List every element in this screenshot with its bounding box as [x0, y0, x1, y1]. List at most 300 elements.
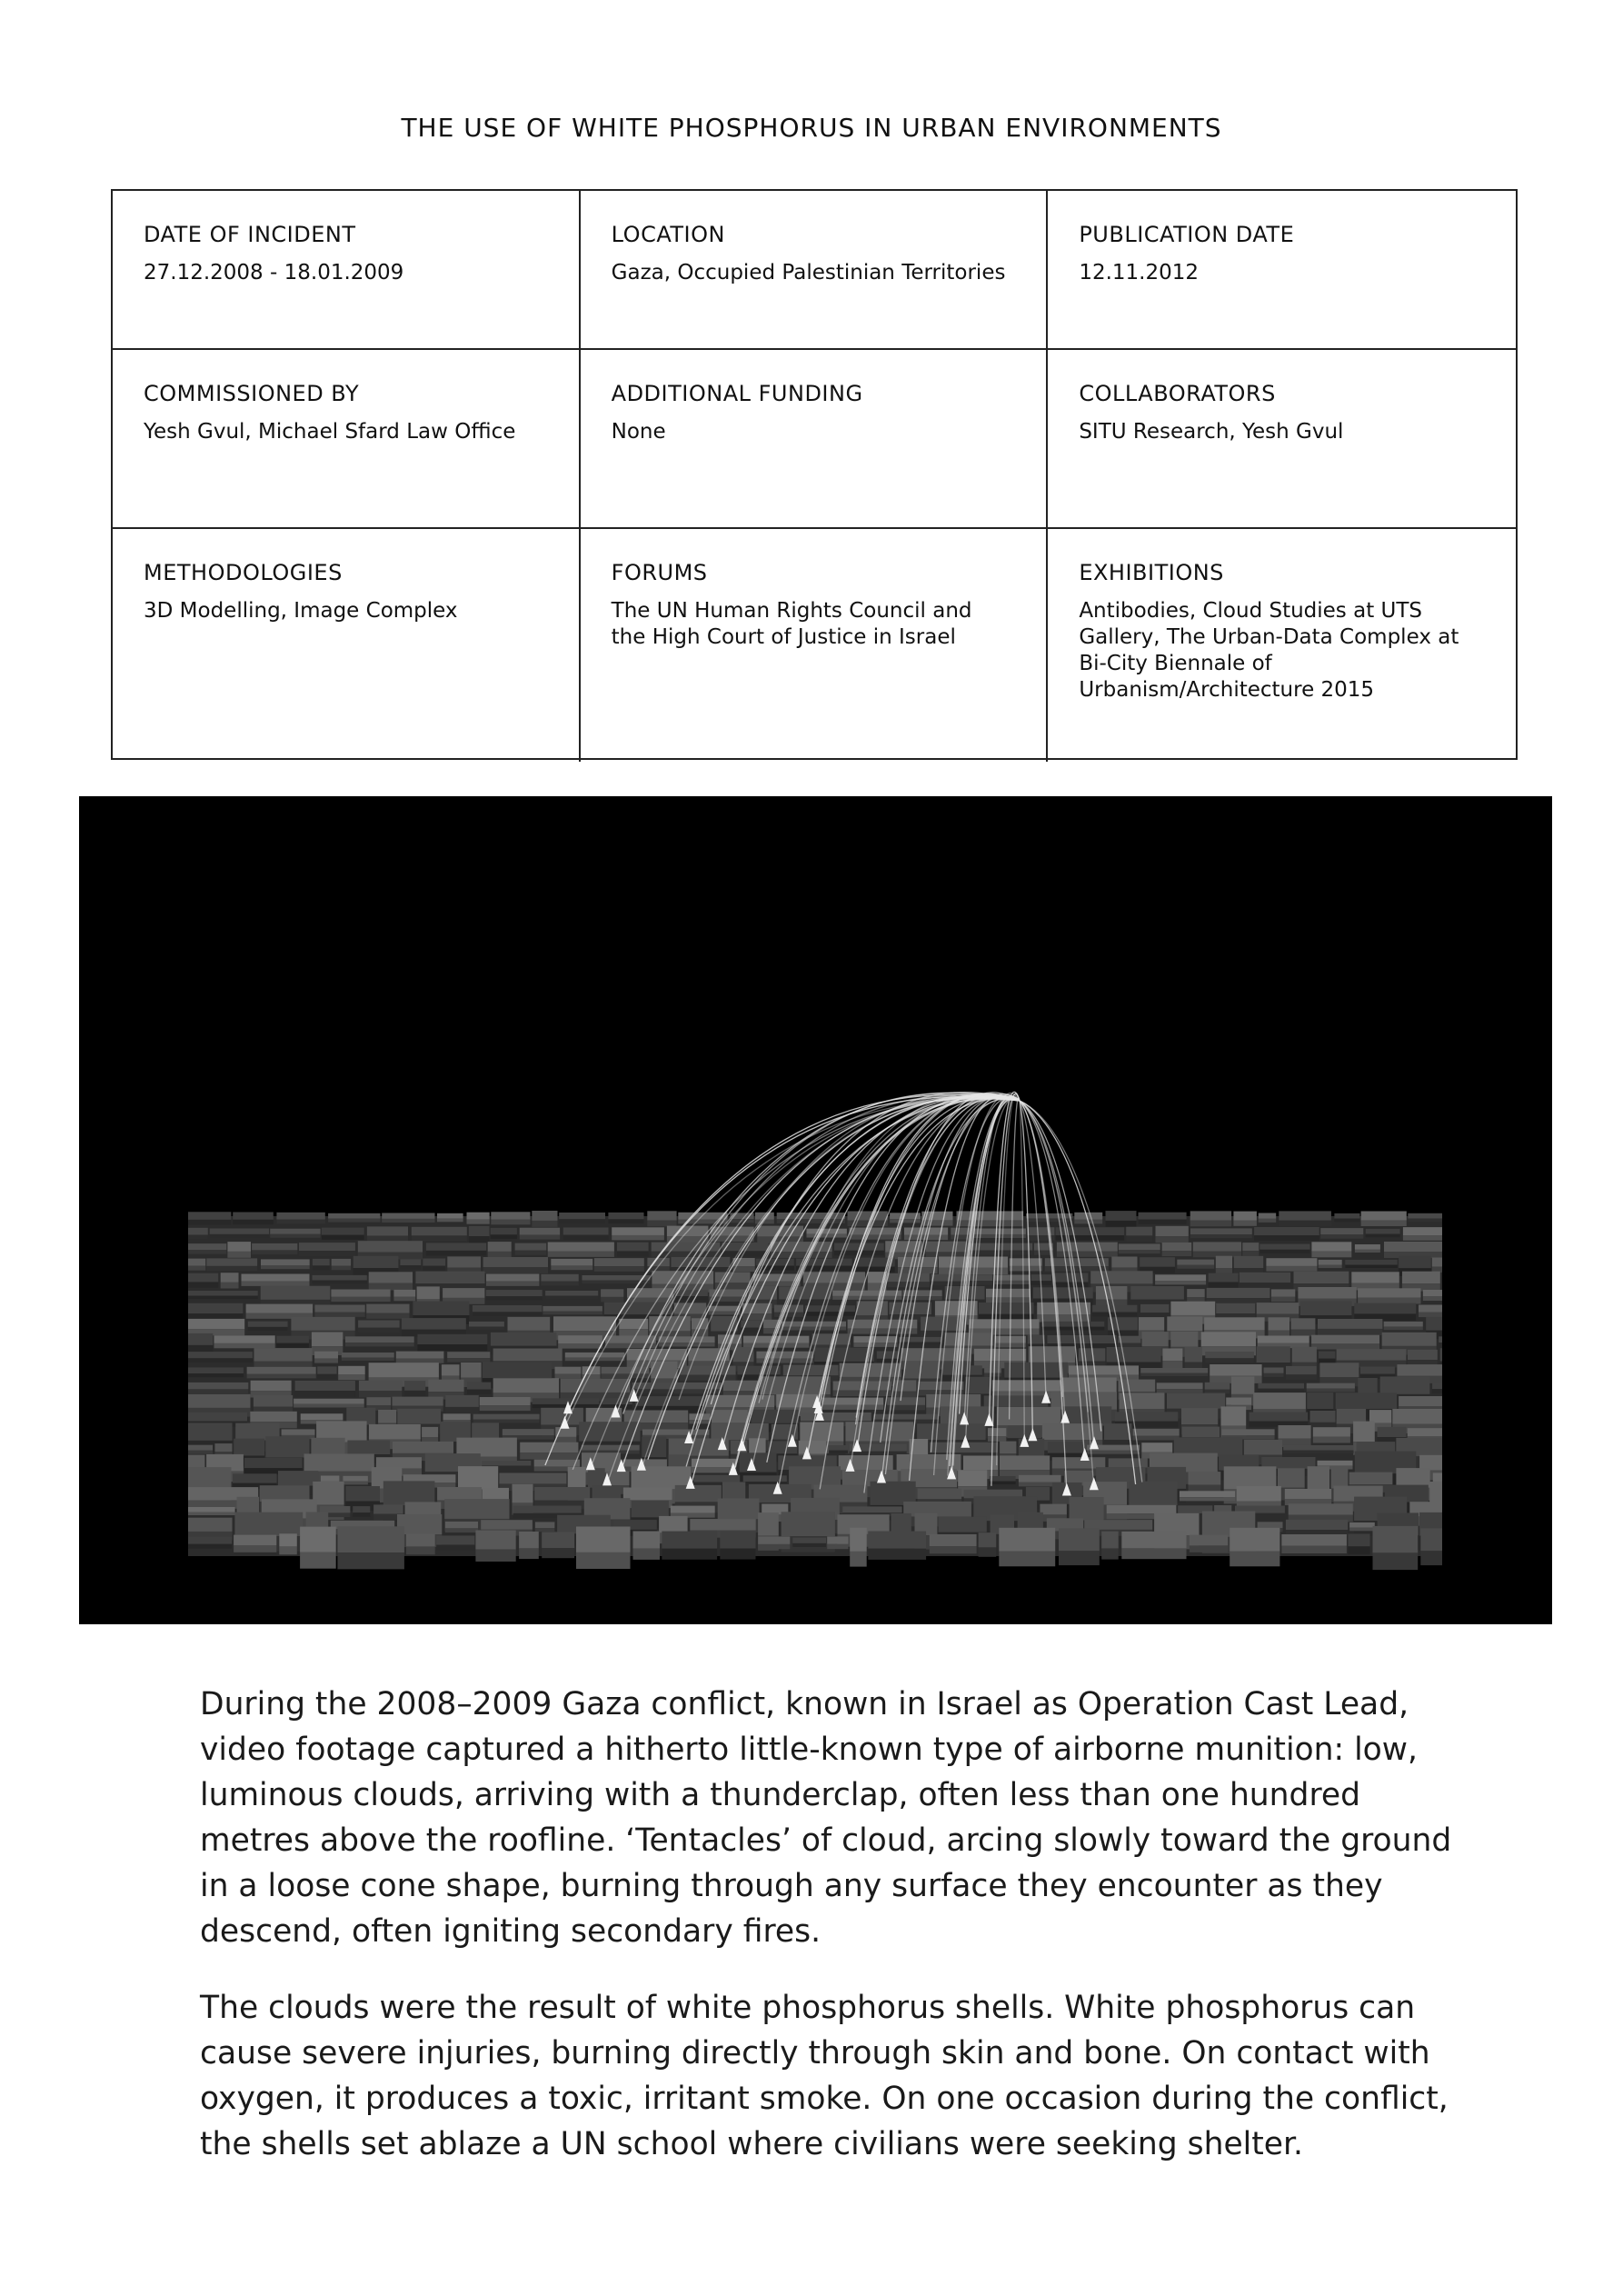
building-block: [393, 1290, 415, 1297]
building-block: [353, 1506, 370, 1512]
building-block: [751, 1410, 798, 1423]
building-block: [278, 1471, 318, 1485]
info-value: None: [611, 420, 666, 444]
building-block: [467, 1213, 490, 1220]
building-block: [632, 1501, 669, 1518]
building-side: [1384, 1327, 1423, 1331]
building-block: [1353, 1422, 1375, 1442]
building-side: [353, 1512, 370, 1517]
info-label: PUBLICATION DATE: [1079, 222, 1295, 247]
building-block: [543, 1306, 602, 1312]
building-block: [850, 1228, 901, 1235]
building-side: [1408, 1219, 1442, 1223]
building-block: [1260, 1244, 1309, 1250]
building-block: [1106, 1211, 1137, 1221]
building-block: [366, 1397, 391, 1405]
building-block: [1258, 1522, 1283, 1528]
building-side: [322, 1235, 364, 1240]
building-side: [1119, 1250, 1160, 1253]
building-block: [671, 1506, 715, 1513]
building-side: [1156, 1236, 1189, 1243]
building-side: [1318, 1329, 1382, 1335]
building-block: [1257, 1346, 1290, 1363]
building-side: [252, 1250, 297, 1254]
building-block: [968, 1274, 992, 1281]
building-block: [1126, 1227, 1152, 1236]
building-side: [563, 1235, 609, 1240]
building-block: [1204, 1317, 1265, 1330]
building-block: [320, 1506, 351, 1512]
info-cell-collaborators: [1048, 350, 1516, 529]
building-side: [850, 1235, 901, 1240]
building-side: [233, 1220, 274, 1224]
building-block: [1130, 1286, 1184, 1300]
building-block: [1129, 1482, 1177, 1505]
building-block: [558, 1335, 602, 1343]
building-block: [1162, 1349, 1182, 1362]
building-side: [1281, 1546, 1347, 1553]
building-side: [612, 1235, 664, 1241]
building-block: [612, 1227, 664, 1235]
building-side: [188, 1282, 218, 1287]
building-block: [488, 1242, 512, 1252]
building-side: [338, 1374, 365, 1380]
building-side: [423, 1266, 445, 1271]
building-side: [404, 1391, 425, 1397]
building-block: [674, 1303, 706, 1313]
building-block: [1283, 1445, 1353, 1451]
building-block: [469, 1226, 490, 1236]
building-block: [483, 1257, 548, 1267]
building-side: [545, 1296, 598, 1300]
building-side: [332, 1266, 351, 1271]
building-block: [1090, 1271, 1152, 1283]
building-block: [1037, 1303, 1090, 1314]
building-block: [619, 1319, 648, 1329]
building-block: [1140, 1304, 1169, 1313]
building-block: [1336, 1393, 1397, 1409]
building-side: [1345, 1265, 1397, 1269]
building-block: [188, 1394, 251, 1408]
building-block: [393, 1397, 443, 1406]
building-block: [623, 1488, 672, 1501]
building-side: [276, 1220, 324, 1224]
building-block: [279, 1533, 297, 1546]
building-block: [1348, 1534, 1369, 1547]
building-side: [483, 1267, 548, 1273]
info-value: The UN Human Rights Council and the High Court of Justice in Israel: [611, 599, 972, 649]
building-side: [227, 1252, 251, 1258]
building-block: [534, 1487, 590, 1501]
building-side: [1419, 1313, 1442, 1317]
building-side: [1121, 1548, 1186, 1559]
building-side: [720, 1549, 755, 1560]
building-side: [515, 1251, 547, 1255]
building-side: [1209, 1283, 1239, 1288]
building-block: [535, 1522, 555, 1528]
building-side: [1162, 1361, 1182, 1369]
building-block: [832, 1291, 901, 1296]
building-block: [647, 1211, 676, 1220]
info-value: Yesh Gvul, Michael Sfard Law Office: [144, 420, 516, 444]
info-label: COMMISSIONED BY: [144, 381, 360, 406]
building-block: [1408, 1350, 1438, 1360]
building-block: [1408, 1428, 1442, 1436]
building-block: [918, 1489, 962, 1500]
building-block: [1107, 1347, 1161, 1363]
building-block: [850, 1528, 867, 1552]
building-side: [792, 1543, 826, 1547]
building-block: [499, 1473, 566, 1484]
building-block: [1271, 1289, 1295, 1296]
building-block: [1069, 1365, 1139, 1374]
building-block: [345, 1336, 414, 1343]
building-block: [214, 1335, 275, 1343]
building-block: [322, 1228, 364, 1235]
building-block: [261, 1286, 331, 1300]
building-block: [294, 1399, 364, 1404]
building-block: [1029, 1346, 1075, 1363]
building-block: [1307, 1393, 1333, 1409]
building-block: [473, 1414, 540, 1420]
building-block: [210, 1229, 269, 1234]
body-text: [200, 1682, 1472, 2198]
building-side: [1233, 1221, 1257, 1226]
building-block: [1004, 1363, 1068, 1378]
building-block: [1380, 1376, 1430, 1394]
building-block: [369, 1424, 421, 1440]
building-block: [1201, 1332, 1256, 1346]
building-block: [515, 1243, 547, 1251]
building-block: [1408, 1213, 1442, 1219]
building-side: [601, 1297, 623, 1303]
building-side: [210, 1234, 269, 1238]
building-side: [188, 1235, 208, 1240]
info-label: EXHIBITIONS: [1079, 560, 1224, 585]
building-block: [545, 1291, 598, 1296]
building-block: [1307, 1383, 1355, 1389]
building-block: [254, 1395, 293, 1407]
building-side: [957, 1221, 1024, 1227]
building-block: [1139, 1317, 1164, 1331]
building-block: [1392, 1409, 1442, 1424]
building-side: [491, 1234, 517, 1239]
building-side: [921, 1220, 952, 1225]
building-side: [317, 1374, 336, 1379]
building-side: [979, 1547, 997, 1556]
building-block: [406, 1533, 435, 1546]
building-side: [206, 1266, 257, 1271]
info-value: 12.11.2012: [1079, 261, 1200, 285]
building-block: [1157, 1383, 1203, 1389]
building-block: [1193, 1242, 1241, 1251]
building-side: [486, 1296, 543, 1301]
building-block: [520, 1228, 560, 1235]
building-side: [447, 1358, 490, 1362]
building-block: [1285, 1489, 1331, 1499]
building-side: [248, 1327, 288, 1331]
building-block: [397, 1409, 441, 1424]
building-block: [801, 1413, 871, 1421]
building-side: [829, 1451, 848, 1454]
building-side: [475, 1550, 515, 1562]
building-block: [792, 1538, 826, 1543]
building-side: [1420, 1551, 1442, 1565]
building-block: [1000, 1442, 1016, 1454]
building-block: [437, 1213, 463, 1219]
building-block: [1366, 1229, 1400, 1234]
building-block: [1294, 1272, 1349, 1283]
building-side: [467, 1220, 490, 1224]
info-value: SITU Research, Yesh Gvul: [1079, 420, 1344, 444]
building-side: [999, 1552, 1055, 1567]
building-side: [850, 1552, 867, 1567]
building-block: [553, 1316, 616, 1331]
building-side: [899, 1343, 941, 1346]
building-side: [995, 1281, 1030, 1284]
building-block: [1382, 1333, 1437, 1346]
building-block: [1070, 1497, 1104, 1521]
building-block: [445, 1395, 479, 1407]
building-side: [576, 1552, 631, 1569]
building-block: [270, 1229, 320, 1234]
building-block: [234, 1512, 303, 1536]
building-block: [1187, 1289, 1205, 1297]
building-block: [1378, 1427, 1407, 1437]
building-block: [442, 1364, 460, 1375]
building-block: [346, 1486, 381, 1502]
building-side: [328, 1219, 380, 1223]
building-block: [252, 1243, 297, 1251]
building-block: [366, 1304, 409, 1313]
building-side: [382, 1219, 434, 1223]
building-block: [1308, 1466, 1329, 1489]
building-block: [188, 1291, 258, 1296]
building-side: [469, 1236, 490, 1243]
building-side: [1349, 1528, 1375, 1532]
building-block: [930, 1534, 977, 1546]
building-side: [662, 1549, 717, 1560]
building-side: [542, 1548, 574, 1558]
info-cell-exhibitions: [1048, 529, 1516, 762]
building-block: [1319, 1260, 1342, 1265]
building-block: [829, 1445, 848, 1451]
building-block: [282, 1429, 315, 1435]
building-side: [1311, 1343, 1379, 1349]
building-side: [659, 1343, 715, 1346]
building-block: [367, 1226, 408, 1235]
building-block: [1254, 1227, 1319, 1235]
building-block: [1233, 1212, 1257, 1221]
building-side: [1264, 1373, 1284, 1377]
building-side: [1106, 1221, 1137, 1227]
building-block: [313, 1275, 367, 1281]
building-block: [188, 1423, 233, 1441]
building-block: [311, 1438, 344, 1457]
building-block: [1311, 1242, 1351, 1251]
building-side: [821, 1405, 883, 1410]
building-side: [1259, 1219, 1277, 1223]
building-side: [1010, 1266, 1042, 1272]
building-block: [415, 1272, 484, 1284]
building-block: [301, 1413, 344, 1420]
building-block: [373, 1504, 403, 1513]
building-block: [513, 1484, 533, 1503]
building-side: [1320, 1234, 1363, 1239]
building-block: [1250, 1413, 1309, 1422]
building-side: [1423, 1296, 1442, 1301]
building-side: [555, 1374, 582, 1379]
building-block: [422, 1427, 438, 1437]
building-block: [358, 1241, 423, 1252]
building-side: [1162, 1251, 1192, 1256]
building-block: [1360, 1367, 1395, 1374]
building-side: [1126, 1235, 1152, 1241]
info-table: [111, 189, 1518, 760]
building-block: [805, 1305, 855, 1312]
building-block: [1257, 1303, 1299, 1314]
building-side: [1334, 1219, 1359, 1223]
building-side: [692, 1467, 736, 1472]
building-block: [877, 1351, 900, 1359]
building-side: [491, 1220, 530, 1224]
building-side: [890, 1219, 921, 1223]
building-block: [445, 1522, 478, 1528]
building-side: [1286, 1374, 1317, 1380]
building-block: [718, 1499, 760, 1520]
building-side: [619, 1329, 648, 1335]
building-block: [1269, 1317, 1290, 1330]
city-render-svg: [79, 796, 1552, 1624]
building-block: [188, 1333, 213, 1345]
building-block: [662, 1532, 717, 1549]
building-block: [1281, 1534, 1347, 1546]
building-block: [1349, 1522, 1375, 1528]
building-block: [1358, 1288, 1420, 1298]
building-side: [558, 1343, 602, 1349]
building-block: [1231, 1376, 1255, 1394]
building-side: [294, 1404, 364, 1408]
building-block: [378, 1410, 396, 1423]
building-side: [805, 1312, 855, 1316]
building-side: [445, 1407, 479, 1414]
building-block: [382, 1213, 434, 1219]
info-label: DATE OF INCIDENT: [144, 222, 356, 247]
building-block: [261, 1259, 310, 1265]
building-side: [1311, 1252, 1351, 1258]
building-block: [758, 1536, 790, 1544]
building-block: [887, 1397, 925, 1405]
building-side: [188, 1250, 226, 1254]
building-block: [1118, 1336, 1140, 1343]
building-block: [314, 1305, 364, 1313]
building-side: [369, 1283, 413, 1291]
building-side: [1358, 1298, 1420, 1304]
building-side: [342, 1358, 394, 1362]
building-block: [214, 1443, 232, 1452]
building-block: [1286, 1366, 1317, 1374]
building-side: [1319, 1359, 1335, 1363]
building-side: [1155, 1281, 1206, 1284]
building-block: [926, 1242, 967, 1253]
building-block: [417, 1334, 487, 1344]
building-block: [675, 1485, 722, 1502]
building-block: [1026, 1213, 1072, 1219]
building-block: [250, 1412, 297, 1422]
building-block: [412, 1227, 467, 1236]
building-block: [582, 1275, 651, 1281]
info-label: LOCATION: [611, 222, 725, 247]
building-side: [345, 1343, 414, 1346]
building-block: [1190, 1228, 1252, 1234]
building-block: [800, 1423, 843, 1442]
building-block: [491, 1212, 530, 1220]
building-block: [1109, 1458, 1148, 1467]
building-block: [969, 1319, 1040, 1329]
building-side: [1180, 1497, 1235, 1501]
building-block: [369, 1272, 413, 1283]
building-block: [519, 1532, 539, 1548]
building-block: [1237, 1486, 1281, 1502]
building-side: [486, 1282, 539, 1286]
building-block: [848, 1212, 888, 1221]
building-block: [188, 1445, 213, 1451]
building-side: [559, 1219, 605, 1223]
building-side: [1307, 1389, 1355, 1393]
building-block: [328, 1213, 380, 1219]
building-block: [1121, 1532, 1186, 1549]
building-block: [1221, 1406, 1247, 1425]
building-block: [1384, 1322, 1423, 1327]
info-value: 27.12.2008 - 18.01.2009: [144, 261, 404, 285]
building-block: [1052, 1457, 1106, 1469]
building-block: [1010, 1258, 1042, 1266]
building-side: [1403, 1235, 1442, 1241]
building-side: [445, 1528, 478, 1532]
building-block: [799, 1441, 827, 1454]
building-side: [396, 1359, 444, 1363]
building-block: [582, 1445, 640, 1451]
building-block: [622, 1459, 667, 1466]
building-block: [313, 1259, 330, 1266]
building-block: [542, 1532, 574, 1548]
building-block: [1258, 1336, 1309, 1343]
building-side: [488, 1252, 512, 1258]
paragraph: The clouds were the result of white phosphorus shells. White phosphorus can cause severe injuries, burning directly through skin and bone. On contact with oxygen, it produces a toxic, irritant smoke. On one occasion during the conflict, the shells set ablaze a UN school where civilians were seeking shelter.: [200, 1990, 1449, 2162]
building-block: [188, 1273, 218, 1283]
building-block: [979, 1532, 997, 1547]
building-block: [1319, 1352, 1335, 1359]
building-block: [999, 1528, 1055, 1552]
building-block: [486, 1274, 539, 1282]
building-block: [1205, 1352, 1254, 1358]
building-side: [467, 1390, 491, 1394]
building-block: [740, 1452, 777, 1472]
building-side: [276, 1343, 309, 1348]
building-block: [188, 1303, 243, 1313]
building-side: [188, 1266, 205, 1271]
building-block: [974, 1349, 1026, 1361]
building-side: [473, 1420, 540, 1423]
building-block: [491, 1333, 557, 1346]
building-block: [1101, 1532, 1119, 1549]
building-side: [214, 1343, 275, 1348]
building-side: [188, 1389, 248, 1393]
building-side: [548, 1252, 614, 1257]
building-block: [1040, 1504, 1067, 1515]
building-block: [1119, 1243, 1160, 1250]
building-block: [842, 1506, 901, 1512]
